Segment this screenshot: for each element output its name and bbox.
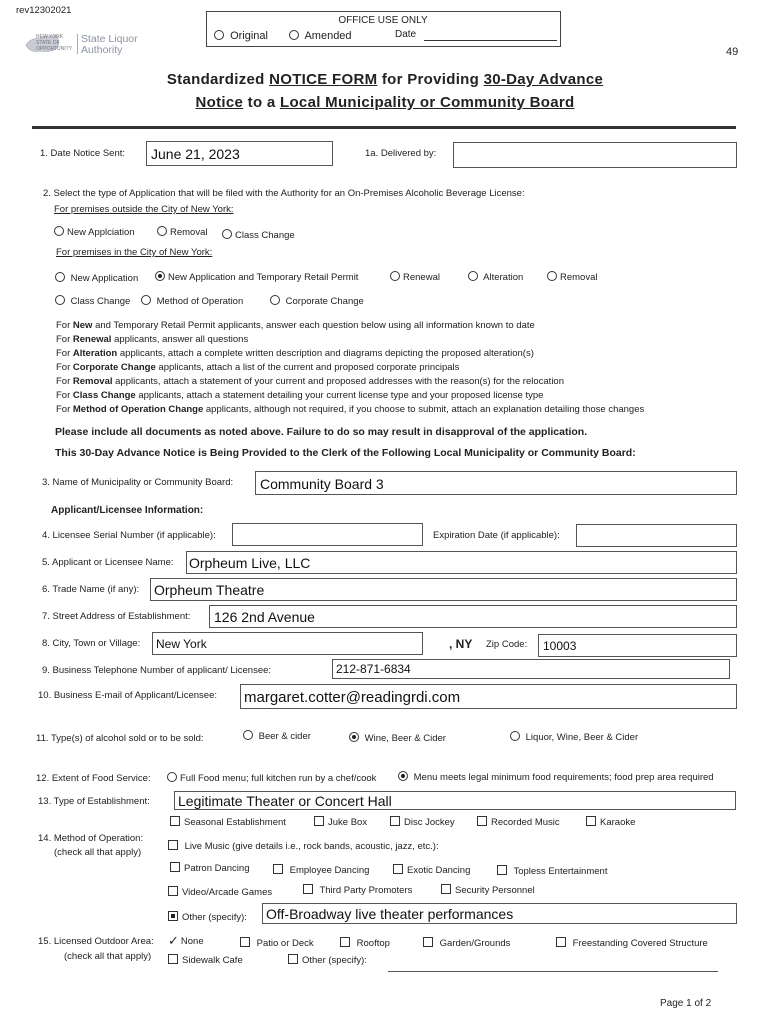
- municipality-field[interactable]: [255, 471, 737, 495]
- inside-removal-option[interactable]: Removal: [547, 271, 598, 283]
- sla-logo: [22, 31, 140, 57]
- radio-selected-icon[interactable]: [155, 271, 165, 281]
- logo-tagline: NEW YORK STATE OF OPPORTUNITY: [36, 34, 73, 52]
- telephone-value: 212-871-6834: [336, 662, 411, 676]
- title-rule: [32, 126, 736, 129]
- q7-label: 7. Street Address of Establishment:: [42, 611, 191, 622]
- instruction-removal: For Removal applicants, attach a statement of your current and proposed addresses with the reason(s) for the relocation: [56, 376, 565, 387]
- instructions-list: [56, 320, 644, 418]
- logo-divider: [77, 34, 78, 54]
- checkbox-icon[interactable]: [477, 816, 487, 826]
- checkbox-icon[interactable]: [168, 954, 178, 964]
- page-code: 49: [726, 46, 739, 58]
- inside-renewal-option[interactable]: Renewal: [390, 271, 440, 283]
- radio-icon[interactable]: [157, 226, 167, 236]
- checkbox-icon[interactable]: [168, 886, 178, 896]
- expiration-date-label: Expiration Date (if applicable):: [433, 530, 560, 541]
- checkbox-icon[interactable]: [441, 884, 451, 894]
- instruction-new: For New and Temporary Retail Permit applicants, answer each question below using all information known to date: [56, 320, 535, 331]
- date-notice-sent-field[interactable]: [146, 141, 333, 166]
- logo-name-line2: Authority: [81, 44, 123, 56]
- checkbox-icon[interactable]: [170, 816, 180, 826]
- office-use-title: OFFICE USE ONLY: [338, 15, 428, 26]
- checkbox-icon[interactable]: [556, 937, 566, 947]
- include-documents-notice: Please include all documents as noted above. Failure to do so may result in disapproval of the application.: [55, 426, 588, 438]
- radio-icon[interactable]: [141, 295, 151, 305]
- amended-radio[interactable]: [289, 30, 299, 40]
- city-value: New York: [156, 637, 207, 651]
- office-original-option[interactable]: [214, 30, 268, 42]
- radio-icon[interactable]: [468, 271, 478, 281]
- instruction-corporate-change: For Corporate Change applicants, attach a list of the current and proposed corporate principals: [56, 362, 460, 373]
- office-date-label: Date: [395, 29, 417, 40]
- q9-label: 9. Business Telephone Number of applicant/ Licensee:: [42, 665, 272, 676]
- radio-icon[interactable]: [243, 730, 253, 740]
- outdoor-patio-option[interactable]: Patio or Deck: [240, 937, 314, 949]
- inside-alteration-option[interactable]: Alteration: [468, 271, 523, 283]
- recorded-music-option[interactable]: Recorded Music: [477, 816, 560, 828]
- instruction-method-operation: For Method of Operation Change applicants, although not required, if you choose to submit, attach an explanation detailing those changes: [56, 404, 645, 415]
- street-address-field[interactable]: [209, 605, 737, 628]
- radio-selected-icon[interactable]: [349, 732, 359, 742]
- radio-selected-icon[interactable]: [398, 771, 408, 781]
- checkbox-icon[interactable]: [423, 937, 433, 947]
- checkbox-icon[interactable]: [586, 816, 596, 826]
- q1-label: 1. Date Notice Sent:: [40, 148, 126, 159]
- checkmark-icon[interactable]: ✓: [168, 933, 179, 948]
- checkbox-checked-icon[interactable]: [168, 911, 178, 921]
- radio-icon[interactable]: [167, 772, 177, 782]
- serial-number-field[interactable]: [232, 523, 423, 546]
- checkbox-icon[interactable]: [314, 816, 324, 826]
- state-text: , NY: [449, 637, 473, 651]
- original-radio[interactable]: [214, 30, 224, 40]
- original-label: Original: [230, 30, 268, 42]
- email-field[interactable]: [240, 684, 737, 709]
- expiration-date-field[interactable]: [576, 524, 737, 547]
- radio-icon[interactable]: [222, 229, 232, 239]
- q4-label: 4. Licensee Serial Number (if applicable):: [42, 530, 216, 541]
- checkbox-icon[interactable]: [393, 864, 403, 874]
- checkbox-icon[interactable]: [303, 884, 313, 894]
- zip-code-field[interactable]: [538, 634, 737, 657]
- alcohol-liquor-option[interactable]: Liquor, Wine, Beer & Cider: [510, 731, 638, 743]
- office-amended-option[interactable]: [289, 30, 352, 42]
- q15-label: 15. Licensed Outdoor Area:: [38, 936, 154, 947]
- instruction-renewal: For Renewal applicants, answer all questions: [56, 334, 249, 345]
- q8-label: 8. City, Town or Village:: [42, 638, 141, 649]
- establishment-type-field[interactable]: [174, 791, 736, 810]
- radio-icon[interactable]: [390, 271, 400, 281]
- radio-icon[interactable]: [547, 271, 557, 281]
- office-use-box: [206, 11, 561, 47]
- date-notice-sent-value: June 21, 2023: [151, 146, 240, 162]
- applicant-info-heading: Applicant/Licensee Information:: [51, 505, 204, 516]
- live-music-option[interactable]: Live Music (give details i.e., rock bands, acoustic, jazz, etc.):: [168, 840, 439, 852]
- outside-removal-option[interactable]: Removal: [157, 226, 208, 238]
- alcohol-beer-option[interactable]: Beer & cider: [243, 730, 311, 742]
- outdoor-none-option[interactable]: ✓ None: [168, 933, 204, 948]
- form-title-line2: Notice to a Local Municipality or Community Board: [195, 94, 575, 111]
- radio-icon[interactable]: [55, 272, 65, 282]
- page-number: Page 1 of 2: [660, 998, 712, 1009]
- establishment-type-value: Legitimate Theater or Concert Hall: [178, 793, 392, 809]
- q12-label: 12. Extent of Food Service:: [36, 773, 151, 784]
- q6-label: 6. Trade Name (if any):: [42, 584, 140, 595]
- checkbox-icon[interactable]: [240, 937, 250, 947]
- video-arcade-option[interactable]: Video/Arcade Games: [168, 886, 272, 898]
- outdoor-other-option[interactable]: Other (specify):: [288, 954, 367, 966]
- employee-dancing-option[interactable]: Employee Dancing: [273, 864, 369, 876]
- inside-nyc-heading: For premises in the City of New York:: [56, 247, 213, 258]
- checkbox-icon[interactable]: [497, 865, 507, 875]
- seasonal-option[interactable]: Seasonal Establishment: [170, 816, 286, 828]
- q3-label: 3. Name of Municipality or Community Board:: [42, 477, 234, 488]
- licensee-name-value: Orpheum Live, LLC: [189, 555, 311, 571]
- security-personnel-option[interactable]: Security Personnel: [441, 884, 535, 896]
- outside-nyc-heading: For premises outside the City of New York:: [54, 204, 234, 215]
- inside-new-application-option[interactable]: New Application: [55, 272, 138, 284]
- checkbox-icon[interactable]: [288, 954, 298, 964]
- checkbox-icon[interactable]: [273, 864, 283, 874]
- licensee-name-field[interactable]: [186, 551, 737, 574]
- q15-sublabel: (check all that apply): [64, 951, 152, 962]
- logo-name-line1: State Liquor: [81, 33, 138, 45]
- checkbox-icon[interactable]: [170, 862, 180, 872]
- inside-new-app-temp-permit-option[interactable]: New Application and Temporary Retail Permit: [155, 271, 358, 283]
- checkbox-icon[interactable]: [390, 816, 400, 826]
- topless-option[interactable]: Topless Entertainment: [497, 865, 607, 877]
- radio-icon[interactable]: [54, 226, 64, 236]
- municipality-value: Community Board 3: [260, 476, 384, 492]
- karaoke-option[interactable]: Karaoke: [586, 816, 635, 828]
- third-party-option[interactable]: Third Party Promoters: [303, 884, 412, 896]
- other-method-option[interactable]: Other (specify):: [168, 911, 247, 923]
- other-method-value: Off-Broadway live theater performances: [266, 906, 514, 922]
- q2-label: 2. Select the type of Application that will be filed with the Authority for an On-Premises Alcoholic Beverage License:: [43, 188, 525, 199]
- q1a-label: 1a. Delivered by:: [365, 148, 437, 159]
- q10-label: 10. Business E-mail of Applicant/Licensee:: [38, 690, 218, 701]
- city-field[interactable]: [152, 632, 423, 655]
- checkbox-icon[interactable]: [168, 840, 178, 850]
- checkbox-icon[interactable]: [340, 937, 350, 947]
- outdoor-freestanding-option[interactable]: Freestanding Covered Structure: [556, 937, 708, 949]
- exotic-dancing-option[interactable]: Exotic Dancing: [393, 864, 470, 876]
- radio-icon[interactable]: [270, 295, 280, 305]
- instruction-alteration: For Alteration applicants, attach a complete written description and diagrams depicting the proposed alteration(s): [56, 348, 534, 359]
- inside-corporate-change-option[interactable]: Corporate Change: [270, 295, 364, 307]
- amended-label: Amended: [304, 30, 352, 42]
- radio-icon[interactable]: [510, 731, 520, 741]
- outside-new-application-option[interactable]: New Applciation: [54, 226, 135, 238]
- outside-class-change-option[interactable]: Class Change: [222, 229, 295, 241]
- jukebox-option[interactable]: Juke Box: [314, 816, 367, 828]
- delivered-by-field[interactable]: [453, 142, 737, 168]
- trade-name-field[interactable]: [150, 578, 737, 601]
- patron-dancing-option[interactable]: Patron Dancing: [170, 862, 249, 874]
- q13-label: 13. Type of Establishment:: [38, 796, 150, 807]
- zip-label: Zip Code:: [486, 639, 528, 650]
- trade-name-value: Orpheum Theatre: [154, 582, 265, 598]
- q14-sublabel: (check all that apply): [54, 847, 142, 858]
- outdoor-sidewalk-option[interactable]: Sidewalk Cafe: [168, 954, 243, 966]
- email-value: margaret.cotter@readingrdi.com: [244, 689, 461, 706]
- food-minimum-option[interactable]: Menu meets legal minimum food requirements; food prep area required: [398, 771, 714, 783]
- outdoor-garden-option[interactable]: Garden/Grounds: [423, 937, 510, 949]
- radio-icon[interactable]: [55, 295, 65, 305]
- q11-label: 11. Type(s) of alcohol sold or to be sold:: [36, 733, 204, 744]
- outdoor-rooftop-option[interactable]: Rooftop: [340, 937, 390, 949]
- inside-method-operation-option[interactable]: Method of Operation: [141, 295, 243, 307]
- disc-jockey-option[interactable]: Disc Jockey: [390, 816, 455, 828]
- inside-class-change-option[interactable]: Class Change: [55, 295, 130, 307]
- alcohol-wine-beer-option[interactable]: Wine, Beer & Cider: [349, 732, 446, 744]
- telephone-field[interactable]: [332, 659, 730, 679]
- zip-code-value: 10003: [543, 639, 577, 653]
- form-title-line1: Standardized NOTICE FORM for Providing 30-Day Advance: [166, 71, 604, 88]
- other-method-field[interactable]: [262, 903, 737, 924]
- outdoor-other-line[interactable]: [388, 971, 718, 972]
- revision-code: rev12302021: [16, 5, 72, 16]
- instruction-class-change: For Class Change applicants, attach a statement detailing your current license type and your proposed license type: [56, 390, 544, 401]
- food-full-menu-option[interactable]: Full Food menu; full kitchen run by a chef/cook: [167, 772, 376, 784]
- q14-label: 14. Method of Operation:: [38, 833, 144, 844]
- q5-label: 5. Applicant or Licensee Name:: [42, 557, 174, 568]
- street-address-value: 126 2nd Avenue: [214, 609, 315, 625]
- office-date-line[interactable]: [424, 40, 557, 41]
- advance-notice-statement: This 30-Day Advance Notice is Being Provided to the Clerk of the Following Local Municipality or Community Board:: [55, 447, 636, 459]
